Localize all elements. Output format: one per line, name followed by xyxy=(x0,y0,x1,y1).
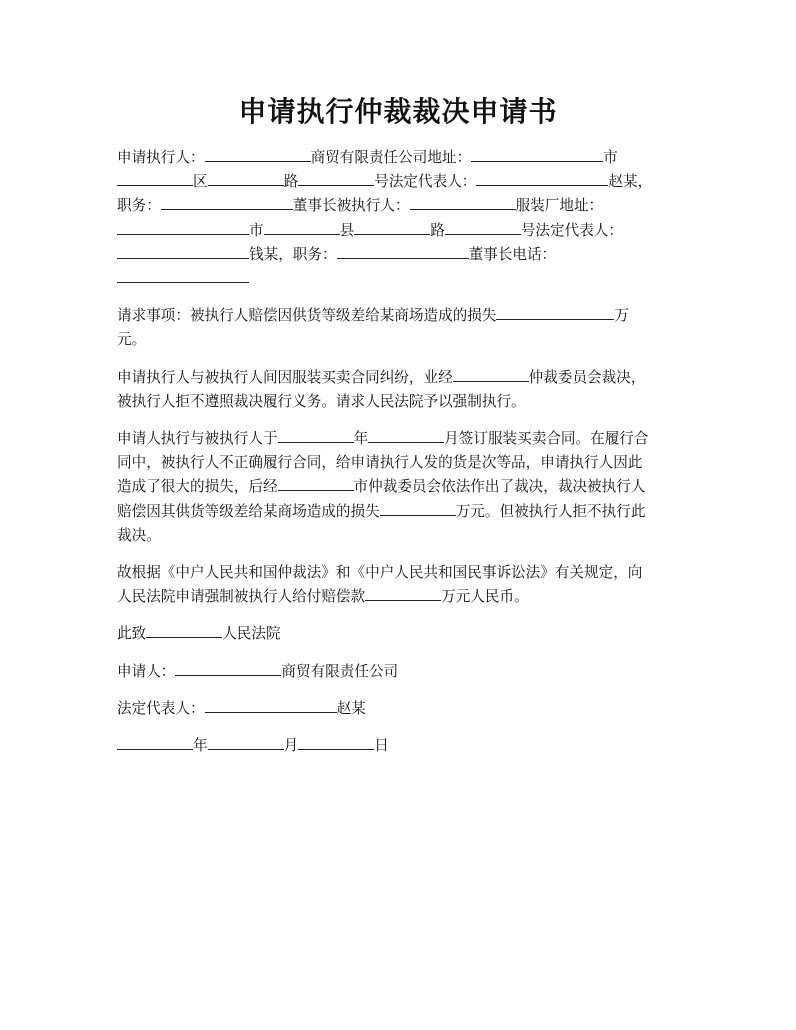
blank-field[interactable] xyxy=(453,367,529,382)
blank-field[interactable] xyxy=(117,268,249,283)
blank-field[interactable] xyxy=(380,501,456,516)
parties-line-2: 区 路 号法定代表人： 赵某， xyxy=(117,170,682,194)
blank-field[interactable] xyxy=(445,220,521,235)
facts-paragraph-2: 申请人执行与被执行人于 年 月签订服装买卖合同。在履行合 同中，被执行人不正确履行合同，给申请执行人发的货是次等品，申请执行人因此 造成了很大的损失，后经 市仲裁委员会依法作出了裁决，裁决被执行人 赔偿因其供货等级差给某商场造成的损失 万元。但被执行人拒不执行此 裁决。 xyxy=(117,430,649,544)
blank-field[interactable] xyxy=(476,171,608,186)
blank-field[interactable] xyxy=(278,476,354,491)
date-line: 年 月 日 xyxy=(117,734,682,758)
blank-field[interactable] xyxy=(117,171,193,186)
blank-field[interactable] xyxy=(161,195,293,210)
blank-field[interactable] xyxy=(471,147,603,162)
blank-field[interactable] xyxy=(298,171,374,186)
representative-signature-line: 法定代表人： 赵某 xyxy=(117,699,366,717)
blank-field[interactable] xyxy=(365,586,441,601)
addressee-line: 此致 人民法院 xyxy=(117,625,281,643)
blank-field[interactable] xyxy=(298,735,374,750)
parties-line-3: 职务： 董事长被执行人： 服装厂地址： xyxy=(117,197,604,215)
blank-field[interactable] xyxy=(496,305,614,320)
blank-field[interactable] xyxy=(117,244,249,259)
blank-field[interactable] xyxy=(205,698,337,713)
legal-basis-paragraph: 故根据《中户人民共和国仲裁法》和《中户人民共和国民事诉讼法》有关规定，向 人民法院申请强制被执行人给付赔偿款 万元人民币。 xyxy=(117,564,643,606)
document-title: 申请执行仲裁裁决申请书 xyxy=(238,95,558,128)
blank-field[interactable] xyxy=(278,428,354,443)
parties-line-5: 钱某，职务： 董事长电话： xyxy=(117,243,682,267)
blank-field[interactable] xyxy=(354,220,430,235)
document-body xyxy=(117,146,682,771)
parties-section xyxy=(117,146,682,291)
applicant-signature-line: 申请人： 商贸有限责任公司 xyxy=(117,662,399,680)
parties-line-6 xyxy=(117,267,682,291)
blank-field[interactable] xyxy=(208,171,284,186)
blank-field[interactable] xyxy=(117,220,249,235)
parties-line-4: 市 县 路 号法定代表人： xyxy=(117,219,682,243)
blank-field[interactable] xyxy=(337,244,469,259)
parties-line-1: 申请执行人： 商贸有限责任公司地址： 市 xyxy=(117,149,618,166)
blank-field[interactable] xyxy=(117,735,193,750)
blank-field[interactable] xyxy=(368,428,444,443)
request-paragraph: 请求事项：被执行人赔偿因供货等级差给某商场造成的损失 万 元。 xyxy=(117,307,630,349)
blank-field[interactable] xyxy=(205,147,311,162)
facts-paragraph-1: 申请执行人与被执行人间因服装买卖合同纠纷，业经 仲裁委员会裁决， 被执行人拒不遵照裁决履行义务。请求人民法院予以强制执行。 xyxy=(117,368,646,410)
blank-field[interactable] xyxy=(410,195,516,210)
blank-field[interactable] xyxy=(208,735,284,750)
blank-field[interactable] xyxy=(264,220,340,235)
blank-field[interactable] xyxy=(146,623,222,638)
blank-field[interactable] xyxy=(175,661,281,676)
